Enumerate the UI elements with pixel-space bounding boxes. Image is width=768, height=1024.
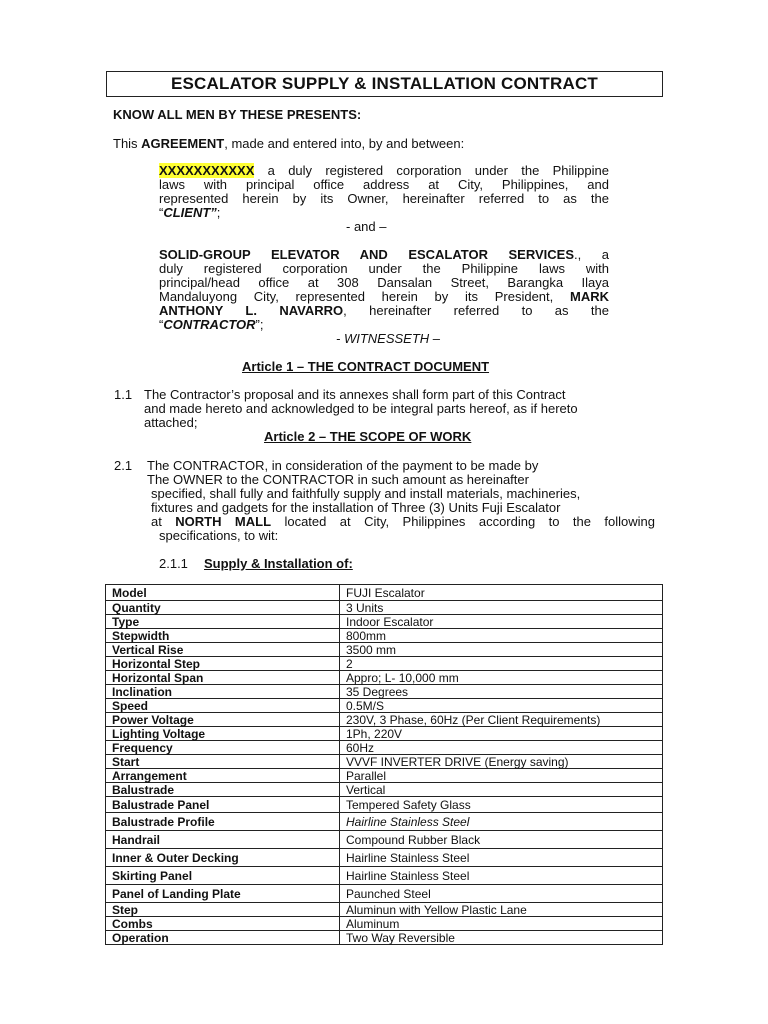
spec-label: Handrail xyxy=(106,831,340,849)
table-row xyxy=(106,585,663,601)
table-row xyxy=(106,849,663,867)
spec-label: Type xyxy=(106,615,340,629)
table-row xyxy=(106,831,663,849)
spec-value: Aluminum xyxy=(340,917,663,931)
table-row xyxy=(106,727,663,741)
article-2-1-line1: The CONTRACTOR, in consideration of the payment to be made by xyxy=(147,458,539,473)
table-row xyxy=(106,615,663,629)
table-row xyxy=(106,867,663,885)
article-2-1-1-number: 2.1.1 xyxy=(159,556,188,571)
and-separator: - and – xyxy=(346,219,387,234)
client-role: CLIENT” xyxy=(163,205,217,220)
supply-installation-heading: Supply & Installation of: xyxy=(204,556,353,571)
spec-label: Quantity xyxy=(106,601,340,615)
spec-label: Skirting Panel xyxy=(106,867,340,885)
table-row xyxy=(106,685,663,699)
table-row xyxy=(106,755,663,769)
spec-value: 800mm xyxy=(340,629,663,643)
table-row xyxy=(106,741,663,755)
contractor-president: ANTHONY L. NAVARRO xyxy=(159,303,344,318)
spec-value: Appro; L- 10,000 mm xyxy=(340,671,663,685)
spec-label: Inner & Outer Decking xyxy=(106,849,340,867)
spec-label: Balustrade xyxy=(106,783,340,797)
agreement-intro: This AGREEMENT, made and entered into, by and between: xyxy=(113,136,465,151)
spec-value: Two Way Reversible xyxy=(340,931,663,945)
article-1-1-number: 1.1 xyxy=(114,387,133,402)
spec-value: 1Ph, 220V xyxy=(340,727,663,741)
article-1-1-line2: and made hereto and acknowledged to be integral parts hereof, as if hereto xyxy=(144,401,578,416)
know-all-heading: KNOW ALL MEN BY THESE PRESENTS: xyxy=(113,107,362,122)
table-row xyxy=(106,813,663,831)
spec-value: Aluminun with Yellow Plastic Lane xyxy=(340,903,663,917)
spec-value: 0.5M/S xyxy=(340,699,663,713)
spec-label: Combs xyxy=(106,917,340,931)
spec-value: Indoor Escalator xyxy=(340,615,663,629)
table-row xyxy=(106,885,663,903)
spec-value: VVVF INVERTER DRIVE (Energy saving) xyxy=(340,755,663,769)
spec-label: Step xyxy=(106,903,340,917)
spec-value: 2 xyxy=(340,657,663,671)
table-row xyxy=(106,629,663,643)
spec-label: Operation xyxy=(106,931,340,945)
spec-value: 230V, 3 Phase, 60Hz (Per Client Requirements) xyxy=(340,713,663,727)
table-row xyxy=(106,671,663,685)
table-row xyxy=(106,903,663,917)
article-2-1-line3: specified, shall fully and faithfully supply and install materials, machineries, xyxy=(151,486,581,501)
spec-label: Power Voltage xyxy=(106,713,340,727)
article-1-heading: Article 1 – THE CONTRACT DOCUMENT xyxy=(242,359,490,374)
spec-value: 60Hz xyxy=(340,741,663,755)
spec-value: 3500 mm xyxy=(340,643,663,657)
contractor-paragraph: SOLID-GROUP ELEVATOR AND ESCALATOR SERVICES., a duly registered corporation under the Philippine laws with principal/head office at 308 Dansalan Street, Barangka Ilaya Mandaluyong City, represented herein by its President, MARK ANTHONY L. NAVARRO, hereinafter referred to as the “CONTRACTOR”; xyxy=(159,247,609,332)
table-row xyxy=(106,769,663,783)
spec-label: Vertical Rise xyxy=(106,643,340,657)
spec-value: FUJI Escalator xyxy=(340,585,663,601)
spec-label: Start xyxy=(106,755,340,769)
spec-value: Paunched Steel xyxy=(340,885,663,903)
table-row xyxy=(106,657,663,671)
table-row xyxy=(106,931,663,945)
spec-value: Compound Rubber Black xyxy=(340,831,663,849)
client-name-redacted: XXXXXXXXXXX xyxy=(159,163,255,178)
project-site: NORTH MALL xyxy=(175,514,272,529)
spec-value: Parallel xyxy=(340,769,663,783)
specification-table xyxy=(105,584,663,945)
article-1-1-line1: The Contractor’s proposal and its annexes shall form part of this Contract xyxy=(144,387,566,402)
table-row xyxy=(106,797,663,813)
witnesseth: - WITNESSETH – xyxy=(336,331,441,346)
spec-label: Panel of Landing Plate xyxy=(106,885,340,903)
contractor-name: SOLID-GROUP ELEVATOR AND ESCALATOR SERVICES xyxy=(159,247,575,262)
contractor-role: CONTRACTOR xyxy=(163,317,256,332)
article-2-1-number: 2.1 xyxy=(114,458,133,473)
spec-label: Balustrade Panel xyxy=(106,797,340,813)
client-paragraph: XXXXXXXXXXX a duly registered corporation under the Philippine laws with principal office address at City, Philippines, and represented herein by its Owner, hereinafter referred to as the “CLIENT”; xyxy=(159,163,609,220)
table-row xyxy=(106,917,663,931)
article-2-1-line6: specifications, to wit: xyxy=(159,528,279,543)
article-2-1-line5: at NORTH MALL located at City, Philippines according to the following xyxy=(151,514,655,529)
spec-label: Model xyxy=(106,585,340,601)
article-2-1-line2: The OWNER to the CONTRACTOR in such amount as hereinafter xyxy=(147,472,529,487)
article-2-1-line4: fixtures and gadgets for the installation of Three (3) Units Fuji Escalator xyxy=(151,500,561,515)
spec-value: Tempered Safety Glass xyxy=(340,797,663,813)
article-1-1-line3: attached; xyxy=(144,415,198,430)
spec-label: Horizontal Step xyxy=(106,657,340,671)
table-row xyxy=(106,713,663,727)
spec-label: Arrangement xyxy=(106,769,340,783)
document-title: ESCALATOR SUPPLY & INSTALLATION CONTRACT xyxy=(106,71,663,97)
spec-label: Stepwidth xyxy=(106,629,340,643)
spec-label: Balustrade Profile xyxy=(106,813,340,831)
table-row xyxy=(106,783,663,797)
article-2-heading: Article 2 – THE SCOPE OF WORK xyxy=(264,429,472,444)
spec-value: 3 Units xyxy=(340,601,663,615)
spec-value: Hairline Stainless Steel xyxy=(340,849,663,867)
table-row xyxy=(106,601,663,615)
spec-value: Hairline Stainless Steel xyxy=(340,867,663,885)
spec-label: Speed xyxy=(106,699,340,713)
spec-label: Horizontal Span xyxy=(106,671,340,685)
spec-value: Vertical xyxy=(340,783,663,797)
spec-label: Inclination xyxy=(106,685,340,699)
spec-value: Hairline Stainless Steel xyxy=(340,813,663,831)
table-row xyxy=(106,643,663,657)
spec-label: Lighting Voltage xyxy=(106,727,340,741)
table-row xyxy=(106,699,663,713)
spec-label: Frequency xyxy=(106,741,340,755)
spec-value: 35 Degrees xyxy=(340,685,663,699)
